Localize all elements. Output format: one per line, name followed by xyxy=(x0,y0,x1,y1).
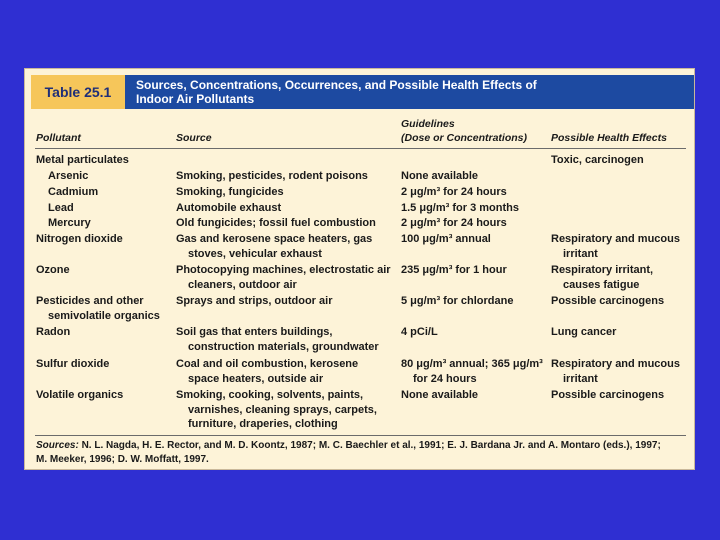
table-title-line-1: Sources, Concentrations, Occurrences, and Possible Health Effects of xyxy=(136,78,537,92)
row-mercury-source: Old fungicides; fossil fuel combustion xyxy=(176,217,376,229)
row-radon-guideline: 4 pCi/L xyxy=(401,326,438,338)
row-mercury-guideline: 2 μg/m³ for 24 hours xyxy=(401,217,507,229)
table-title-line-2: Indoor Air Pollutants xyxy=(136,92,255,106)
row-cadmium-pollutant: Cadmium xyxy=(48,186,99,198)
row-voc-guideline: None available xyxy=(401,389,479,401)
table-number-badge: Table 25.1 xyxy=(31,75,125,109)
pollutants-table xyxy=(24,68,695,470)
row-pesticides-source: Sprays and strips, outdoor air xyxy=(176,295,333,307)
row-pesticides-guideline: 5 μg/m³ for chlordane xyxy=(401,295,514,307)
row-so2-effects-cont: irritant xyxy=(563,373,598,385)
header-effects: Possible Health Effects xyxy=(551,132,667,144)
row-so2-guideline-cont: for 24 hours xyxy=(413,373,477,385)
header-source: Source xyxy=(176,132,212,144)
row-pesticides-pollutant-cont: semivolatile organics xyxy=(48,310,160,322)
sources-note xyxy=(36,439,661,452)
row-so2-source-cont: space heaters, outside air xyxy=(188,373,324,385)
row-pesticides-effects: Possible carcinogens xyxy=(551,295,665,307)
row-no2-effects-cont: irritant xyxy=(563,248,598,260)
row-arsenic-pollutant: Arsenic xyxy=(48,170,89,182)
row-voc-source-cont-2: furniture, draperies, clothing xyxy=(188,418,338,430)
row-metal-pollutant: Metal particulates xyxy=(36,154,129,166)
header-guidelines: Guidelines xyxy=(401,118,455,130)
row-mercury-pollutant: Mercury xyxy=(48,217,91,229)
row-ozone-effects-cont: causes fatigue xyxy=(563,279,640,291)
header-pollutant: Pollutant xyxy=(36,132,81,144)
footer-rule xyxy=(35,435,686,436)
row-radon-effects: Lung cancer xyxy=(551,326,617,338)
table-title xyxy=(125,75,694,109)
sources-note-cont: M. Meeker, 1996; D. W. Moffatt, 1997. xyxy=(36,454,209,465)
row-so2-effects: Respiratory and mucous xyxy=(551,358,680,370)
row-no2-guideline: 100 μg/m³ annual xyxy=(401,233,491,245)
row-lead-pollutant: Lead xyxy=(48,202,74,214)
row-cadmium-source: Smoking, fungicides xyxy=(176,186,284,198)
row-so2-source: Coal and oil combustion, kerosene xyxy=(176,358,359,370)
row-metal-effects: Toxic, carcinogen xyxy=(551,154,644,166)
row-ozone-pollutant: Ozone xyxy=(36,264,70,276)
row-voc-source-cont-1: varnishes, cleaning sprays, carpets, xyxy=(188,404,377,416)
row-arsenic-guideline: None available xyxy=(401,170,479,182)
row-ozone-guideline: 235 μg/m³ for 1 hour xyxy=(401,264,507,276)
row-no2-source-cont: stoves, vehicular exhaust xyxy=(188,248,322,260)
row-no2-source: Gas and kerosene space heaters, gas xyxy=(176,233,373,245)
row-no2-pollutant: Nitrogen dioxide xyxy=(36,233,123,245)
row-so2-pollutant: Sulfur dioxide xyxy=(36,358,110,370)
row-arsenic-source: Smoking, pesticides, rodent poisons xyxy=(176,170,368,182)
row-lead-guideline: 1.5 μg/m³ for 3 months xyxy=(401,202,519,214)
row-cadmium-guideline: 2 μg/m³ for 24 hours xyxy=(401,186,507,198)
row-ozone-source: Photocopying machines, electrostatic air xyxy=(176,264,391,276)
row-pesticides-pollutant: Pesticides and other xyxy=(36,295,144,307)
row-ozone-source-cont: cleaners, outdoor air xyxy=(188,279,297,291)
row-radon-pollutant: Radon xyxy=(36,326,71,338)
sources-label: Sources: xyxy=(36,440,79,451)
header-rule xyxy=(35,148,686,149)
row-radon-source-cont: construction materials, groundwater xyxy=(188,341,379,353)
row-lead-source: Automobile exhaust xyxy=(176,202,282,214)
row-ozone-effects: Respiratory irritant, xyxy=(551,264,654,276)
row-voc-source: Smoking, cooking, solvents, paints, xyxy=(176,389,364,401)
row-so2-guideline: 80 μg/m³ annual; 365 μg/m³ xyxy=(401,358,543,370)
sources-text: N. L. Nagda, H. E. Rector, and M. D. Koontz, 1987; M. C. Baechler et al., 1991; E. J. Bardana Jr. and A. Montaro (eds.), 1997; xyxy=(81,440,661,451)
table-banner xyxy=(25,69,694,111)
header-guidelines-sub: (Dose or Concentrations) xyxy=(401,132,528,144)
row-voc-pollutant: Volatile organics xyxy=(36,389,124,401)
row-voc-effects: Possible carcinogens xyxy=(551,389,665,401)
row-radon-source: Soil gas that enters buildings, xyxy=(176,326,333,338)
row-no2-effects: Respiratory and mucous xyxy=(551,233,680,245)
